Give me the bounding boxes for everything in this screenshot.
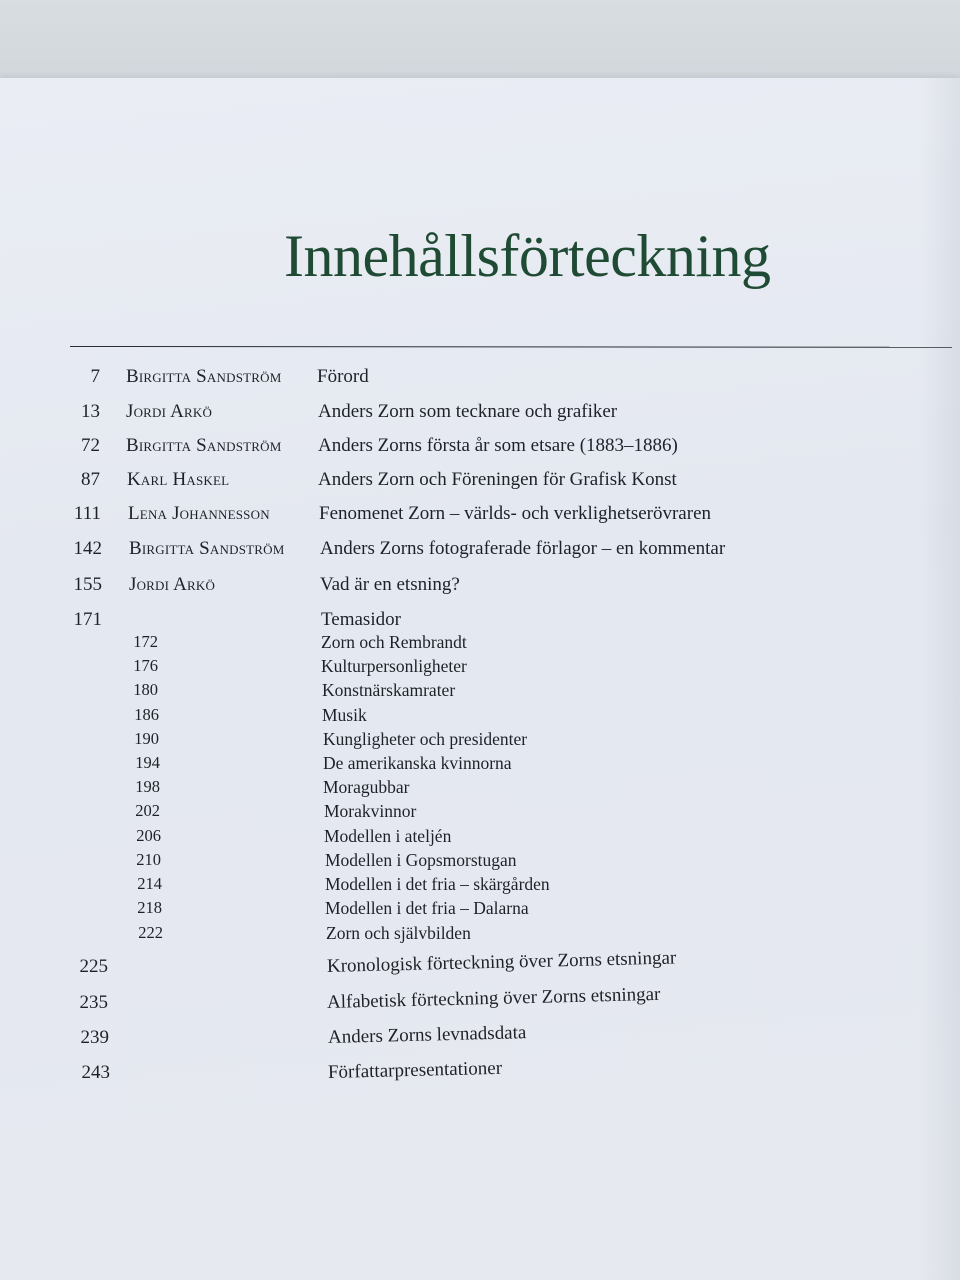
page-title: Innehållsförteckning bbox=[284, 223, 771, 289]
toc-page-number: 214 bbox=[137, 874, 162, 893]
toc-page-number: 218 bbox=[137, 898, 162, 917]
toc-title: De amerikanska kvinnorna bbox=[323, 753, 512, 773]
toc-page-number: 206 bbox=[136, 826, 161, 845]
toc-title: Anders Zorn och Föreningen för Grafisk Konst bbox=[318, 469, 677, 490]
toc-title: Modellen i ateljén bbox=[324, 826, 452, 846]
toc-page-number: 186 bbox=[134, 705, 159, 724]
toc-page-number: 239 bbox=[80, 1027, 109, 1048]
toc-title: Anders Zorns fotograferade förlagor – en kommentar bbox=[320, 538, 726, 559]
toc-page-number: 225 bbox=[79, 956, 108, 977]
toc-title: Fenomenet Zorn – världs- och verklighetserövraren bbox=[319, 503, 712, 524]
toc-page-number: 155 bbox=[73, 574, 102, 595]
toc-page-number: 202 bbox=[135, 801, 160, 820]
toc-title: Förord bbox=[317, 366, 369, 387]
toc-page-number: 180 bbox=[133, 680, 158, 699]
toc-page-number: 235 bbox=[79, 992, 108, 1013]
toc-author: Karl Haskel bbox=[127, 469, 230, 490]
toc-author: Lena Johannesson bbox=[128, 503, 270, 524]
toc-page-number: 171 bbox=[73, 609, 102, 630]
toc-page-number: 13 bbox=[81, 401, 100, 422]
toc-title: Kungligheter och presidenter bbox=[323, 729, 528, 749]
toc-title: Anders Zorns levnadsdata bbox=[327, 1022, 527, 1048]
toc-title: Anders Zorns första år som etsare (1883–1886) bbox=[318, 435, 678, 456]
toc-page-number: 194 bbox=[135, 753, 160, 772]
toc-author: Jordi Arkö bbox=[126, 401, 213, 422]
toc-title: Kulturpersonligheter bbox=[321, 656, 467, 676]
toc-title: Zorn och självbilden bbox=[326, 923, 471, 943]
toc-page-number: 190 bbox=[134, 729, 159, 748]
toc-page-number: 7 bbox=[90, 366, 100, 387]
toc-author: Birgitta Sandström bbox=[126, 435, 282, 456]
toc-page-number: 222 bbox=[138, 923, 163, 942]
toc-title: Modellen i Gopsmorstugan bbox=[325, 850, 517, 870]
toc-title: Författarpresentationer bbox=[327, 1057, 503, 1083]
toc-title: Zorn och Rembrandt bbox=[321, 632, 467, 652]
toc-title: Modellen i det fria – skärgården bbox=[325, 874, 550, 894]
toc-page-number: 243 bbox=[81, 1062, 110, 1083]
toc-author: Jordi Arkö bbox=[129, 574, 216, 595]
toc-title: Konstnärskamrater bbox=[322, 680, 456, 700]
toc-page-number: 87 bbox=[81, 469, 100, 490]
toc-page-number: 142 bbox=[73, 538, 102, 559]
toc-title: Alfabetisk förteckning över Zorns etsningar bbox=[326, 983, 661, 1013]
toc-page-number: 198 bbox=[135, 777, 160, 796]
toc-title: Musik bbox=[322, 705, 367, 725]
toc-title: Moragubbar bbox=[323, 777, 410, 797]
toc-title: Morakvinnor bbox=[324, 801, 417, 821]
toc-title: Anders Zorn som tecknare och grafiker bbox=[318, 401, 618, 422]
toc-title: Temasidor bbox=[321, 609, 401, 630]
toc-page-number: 172 bbox=[133, 632, 158, 651]
toc-page-number: 176 bbox=[133, 656, 158, 675]
toc-title: Modellen i det fria – Dalarna bbox=[325, 898, 529, 918]
toc-title: Kronologisk förteckning över Zorns etsningar bbox=[326, 947, 677, 977]
toc-title: Vad är en etsning? bbox=[320, 574, 460, 595]
toc-page-number: 72 bbox=[81, 435, 100, 456]
toc-author: Birgitta Sandström bbox=[129, 538, 285, 559]
toc-page-number: 210 bbox=[136, 850, 161, 869]
toc-page-number: 111 bbox=[73, 503, 101, 524]
toc-author: Birgitta Sandström bbox=[126, 366, 282, 387]
